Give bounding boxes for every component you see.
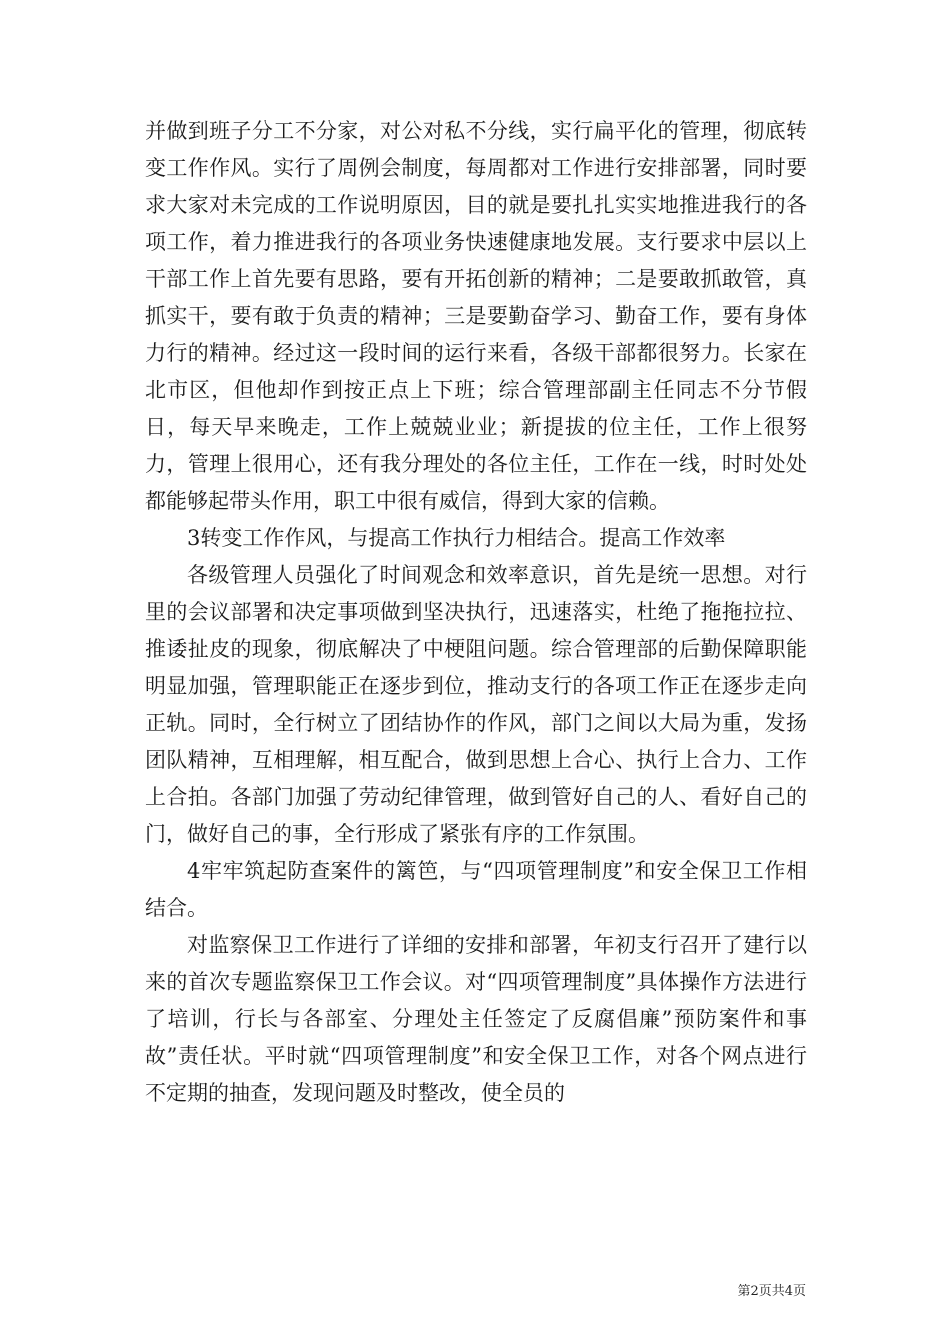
paragraph-3: 对监察保卫工作进行了详细的安排和部署，年初支行召开了建行以来的首次专题监察保卫工作会议。对“四项管理制度”具体操作方法进行了培训，行长与各部室、分理处主任签定了反腐倡廉”预防案件和事故”责任状。平时就“四项管理制度”和安全保卫工作，对各个网点进行不定期的抽查，发现问题及时整改，使全员的: [145, 933, 807, 1105]
paragraph-2: 各级管理人员强化了时间观念和效率意识，首先是统一思想。对行里的会议部署和决定事项做到坚决执行，迅速落实，杜绝了拖拖拉拉、推诿扯皮的现象，彻底解决了中梗阻问题。综合管理部的后勤保障职能明显加强，管理职能正在逐步到位，推动支行的各项工作正在逐步走向正轨。同时，全行树立了团结协作的作风，部门之间以大局为重，发扬团队精神，互相理解，相互配合，做到思想上合心、执行上合力、工作上合拍。各部门加强了劳动纪律管理，做到管好自己的人、看好自己的门，做好自己的事，全行形成了紧张有序的工作氛围。: [145, 563, 807, 846]
page-number: 第2页共4页: [737, 1284, 806, 1299]
paragraph-1: 并做到班子分工不分家，对公对私不分线，实行扁平化的管理，彻底转变工作作风。实行了周例会制度，每周都对工作进行安排部署，同时要求大家对未完成的工作说明原因，目的就是要扎扎实实地推进我行的各项工作，着力推进我行的各项业务快速健康地发展。支行要求中层以上干部工作上首先要有思路，要有开拓创新的精神；二是要敢抓敢管，真抓实干，要有敢于负责的精神；三是要勤奋学习、勤奋工作，要有身体力行的精神。经过这一段时间的运行来看，各级干部都很努力。长家在北市区，但他却作到按正点上下班；综合管理部副主任同志不分节假日，每天早来晚走，工作上兢兢业业；新提拔的位主任，工作上很努力，管理上很用心，还有我分理处的各位主任，工作在一线，时时处处都能够起带头作用，职工中很有威信，得到大家的信赖。: [145, 119, 807, 513]
section-heading-3: 3转变工作作风，与提高工作执行力相结合。提高工作效率: [187, 526, 726, 550]
document-body: [145, 113, 807, 1112]
section-heading-4: 4牢牢筑起防查案件的篱笆，与“四项管理制度”和安全保卫工作相结合。: [145, 859, 807, 920]
